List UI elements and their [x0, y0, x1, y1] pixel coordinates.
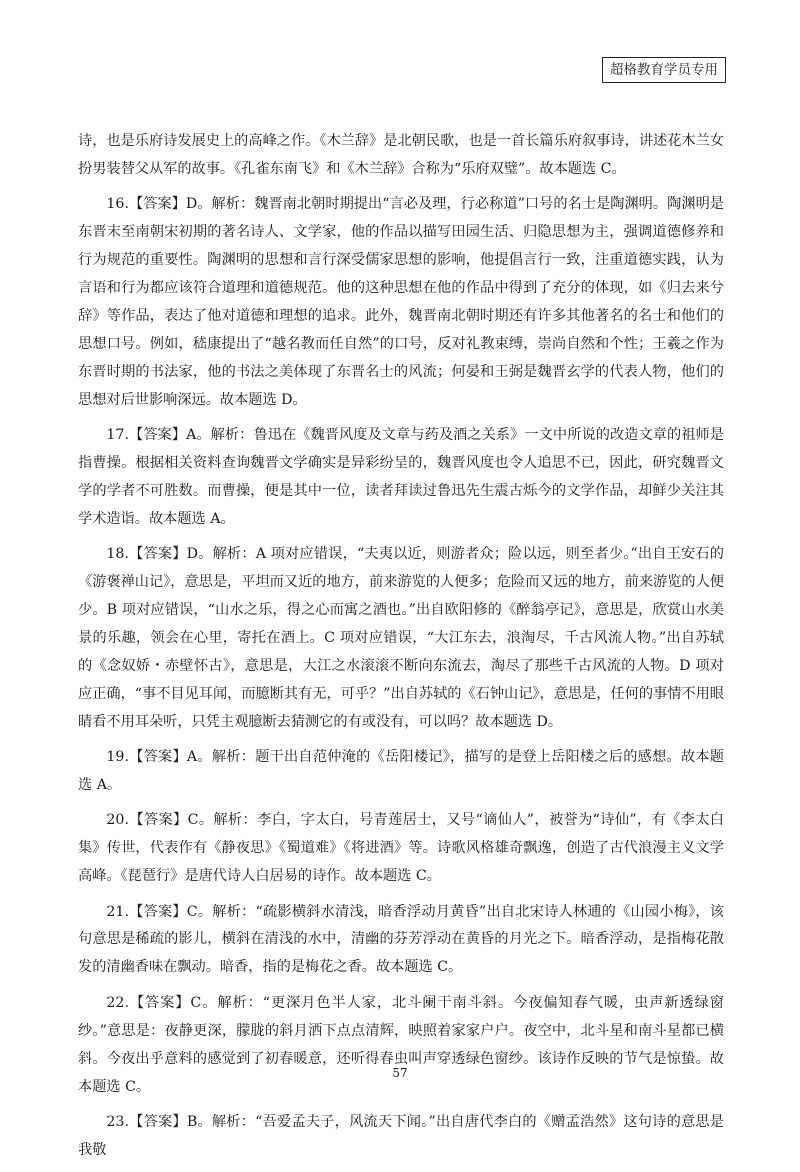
- paragraph-continued: 诗，也是乐府诗发展史上的高峰之作。《木兰辞》是北朝民歌，也是一首长篇乐府叙事诗，讲述花木兰女扮男装替父从军的故事。《孔雀东南飞》和《木兰辞》合称为“乐府双璧”。故本题选 C。: [78, 133, 724, 177]
- answer-19: 19.【答案】A。解析：题干出自范仲淹的《岳阳楼记》，描写的是登上岳阳楼之后的感想。故本题选 A。: [78, 749, 724, 793]
- answer-23: 23.【答案】B。解析：“吾爱孟夫子，风流天下闻。”出自唐代李白的《赠孟浩然》这句诗的意思是我敬: [78, 1113, 724, 1158]
- watermark-stamp: 超格教育学员专用: [602, 57, 726, 83]
- answer-20: 20.【答案】C。解析：李白，字太白，号青莲居士，又号“谪仙人”，被誉为“诗仙”，有《李太白集》传世，代表作有《静夜思》《蜀道难》《将进酒》等。诗歌风格雄奇飘逸，创造了古代浪漫主义文学高峰。《琵琶行》是唐代诗人白居易的诗作。故本题选 C。: [78, 812, 724, 885]
- answer-18: 18.【答案】D。解析：A 项对应错误，“夫夷以近，则游者众；险以远，则至者少。”出自王安石的《游褒禅山记》，意思是，平坦而又近的地方，前来游览的人便多；危险而又远的地方，前来游览的人便少。B 项对应错误，“山水之乐，得之心而寓之酒也。”出自欧阳修的《醉翁亭记》，意思是，欣赏山水美景的乐趣，领会在心里，寄托在酒上。C 项对应错误，“大江东去，浪淘尽，千古风流人物。”出自苏轼的《念奴娇・赤壁怀古》，意思是，大江之水滚滚不断向东流去，淘尽了那些千古风流的人物。D 项对应正确，“事不目见耳闻，而臆断其有无，可乎？”出自苏轼的《石钟山记》，意思是，任何的事情不用眼睛看不用耳朵听，只凭主观臆断去猜测它的有或没有，可以吗？故本题选 D。: [78, 546, 724, 730]
- answer-22: 22.【答案】C。解析：“更深月色半人家，北斗阑干南斗斜。今夜偏知春气暖，虫声新透绿窗纱。”意思是：夜静更深，朦胧的斜月洒下点点清辉，映照着家家户户。夜空中，北斗星和南斗星都已横斜。今夜出乎意料的感觉到了初春暖意，还听得春虫叫声穿透绿色窗纱。该诗作反映的节气是惊蛰。故本题选 C。: [78, 994, 724, 1095]
- answer-17: 17.【答案】A。解析：鲁迅在《魏晋风度及文章与药及酒之关系》一文中所说的改造文章的祖师是指曹操。根据相关资料查询魏晋文学确实是异彩纷呈的，魏晋风度也令人追思不已，因此，研究魏晋文学的学者不可胜数。而曹操，便是其中一位，读者拜读过鲁迅先生震古烁今的文学作品，却鲜少关注其学术造诣。故本题选 A。: [78, 427, 724, 527]
- answer-explanations: [78, 128, 724, 1172]
- answer-16: 16.【答案】D。解析：魏晋南北朝时期提出“言必及理，行必称道”口号的名士是陶渊明。陶渊明是东晋末至南朝宋初期的著名诗人、文学家，他的作品以描写田园生活、归隐思想为主，强调道德修养和行为规范的重要性。陶渊明的思想和言行深受儒家思想的影响，他提倡言行一致，注重道德实践，认为言语和行为都应该符合道理和道德规范。他的这种思想在他的作品中得到了充分的体现，如《归去来兮辞》等作品，表达了他对道德和理想的追求。此外，魏晋南北朝时期还有许多其他著名的名士和他们的思想口号。例如，嵇康提出了“越名教而任自然”的口号，反对礼教束缚，崇尚自然和个性；王羲之作为东晋时期的书法家，他的书法之美体现了东晋名士的风流；何晏和王弼是魏晋玄学的代表人物，他们的思想对后世影响深远。故本题选 D。: [78, 196, 724, 408]
- answer-21: 21.【答案】C。解析：“疏影横斜水清浅，暗香浮动月黄昏”出自北宋诗人林逋的《山园小梅》，该句意思是稀疏的影儿，横斜在清浅的水中，清幽的芬芳浮动在黄昏的月光之下。暗香浮动，是指梅花散发的清幽香味在飘动。暗香，指的是梅花之香。故本题选 C。: [78, 903, 724, 976]
- page-number: 57: [392, 1066, 408, 1080]
